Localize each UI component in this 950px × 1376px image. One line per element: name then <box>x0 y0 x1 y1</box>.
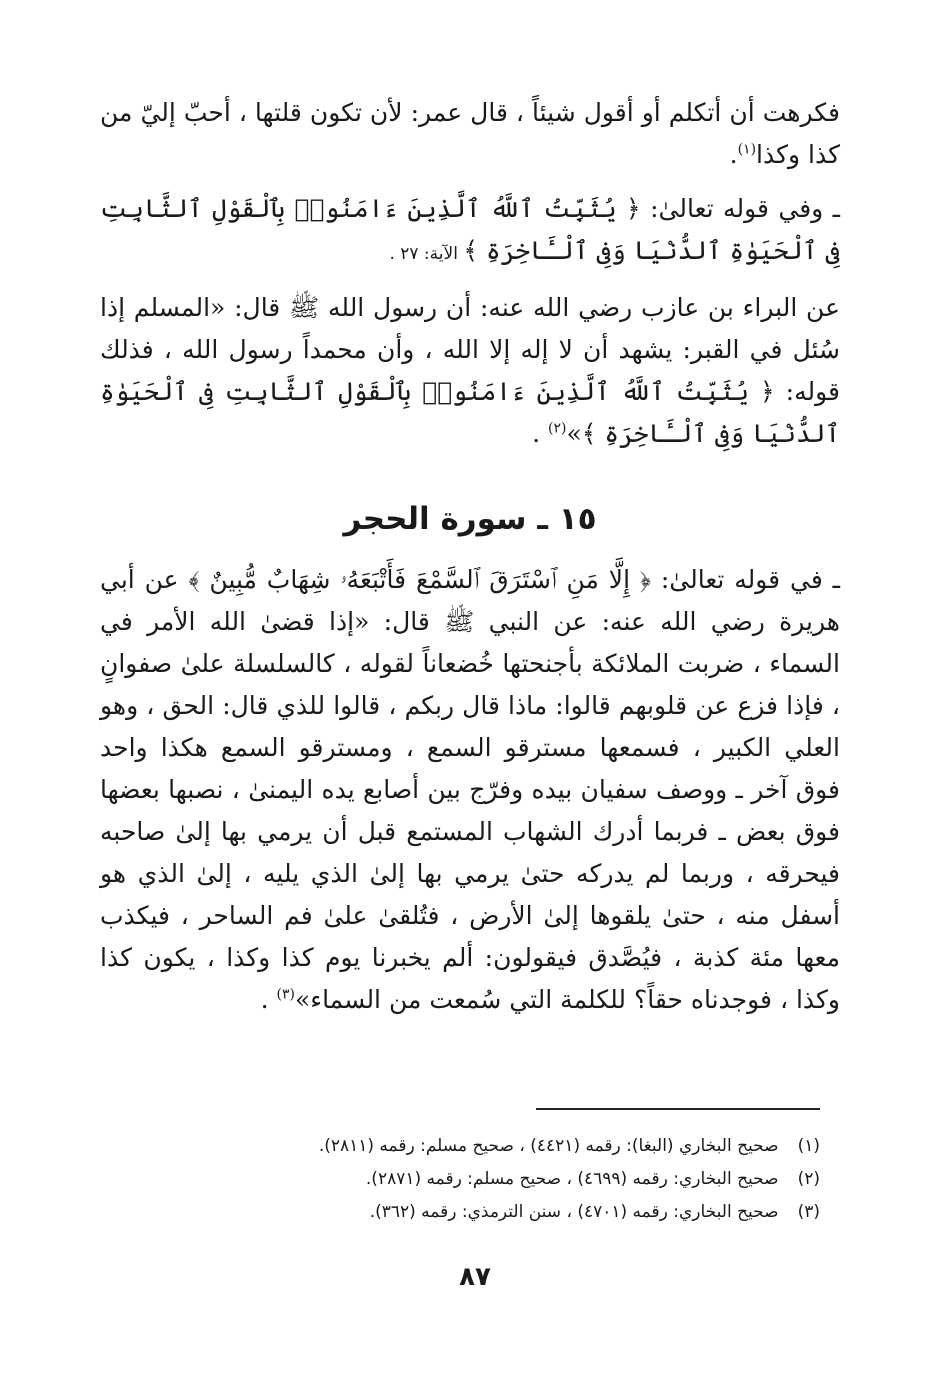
footnote-text: صحيح البخاري: رقمه (٤٧٠١) ، سنن الترمذي: رقمه (٣٦٢). <box>369 1202 779 1222</box>
paragraph-end: . <box>729 140 738 169</box>
footnote-marker-3: (٣) <box>276 986 296 1003</box>
quran-verse: ﴿ يُثَبِّتُ ٱللَّهُ ٱلَّذِينَ ءَامَنُوا۟ بِٱلْقَوْلِ ٱلثَّابِتِ فِى ٱلْحَيَوٰةِ ٱلدُّنْيَا وَفِى ٱلْـَٔاخِرَةِ ﴾ <box>100 377 840 448</box>
footnote-marker-1: (١) <box>737 141 757 158</box>
quran-verse: ﴿ يُثَبِّتُ ٱللَّهُ ٱلَّذِينَ ءَامَنُوا۟ بِٱلْقَوْلِ ٱلثَّابِتِ فِى ٱلْحَيَوٰةِ ٱلدُّنْيَا وَفِى ٱلْـَٔاخِرَةِ ﴾ <box>100 194 840 265</box>
quote-close: » <box>566 419 582 448</box>
footnote-item <box>160 1130 820 1163</box>
paragraph-abu-hurayra-hadith <box>100 559 840 1021</box>
page-number: ٨٧ <box>459 1262 491 1292</box>
footnote-marker-2: (٢) <box>548 420 567 437</box>
footnote-item <box>160 1163 820 1196</box>
page-body <box>100 92 840 1021</box>
paragraph-umar <box>100 92 840 176</box>
quran-verse: ﴿ إِلَّا مَنِ ٱسْتَرَقَ ٱلسَّمْعَ فَأَتْبَعَهُۥ شِهَابٌ مُّبِينٌ ﴾ <box>188 565 651 594</box>
paragraph-end: . <box>260 985 277 1014</box>
hadith-text: عن أبي هريرة رضي الله عنه: عن النبي ﷺ قال: «إذا قضىٰ الله الأمر في السماء ، ضربت الملائكة بأجنحتها خُضعاناً لقوله ، كالسلسلة علىٰ صفوانٍ ، فإذا فزع عن قلوبهم قالوا: ماذا قال ربكم ، قالوا للذي قال: الحق ، وهو العلي الكبير ، فسمعها مسترقو السمع ، ومسترقو السمع هكذا واحد فوق آخر ـ ووصف سفيان بيده وفرّج بين أصابع يده اليمنىٰ ، نصبها بعضها فوق بعض ـ فربما أدرك الشهاب المستمع قبل أن يرمي بها إلىٰ صاحبه فيحرقه ، وربما لم يدركه حتىٰ يرمي بها إلىٰ الذي يليه ، إلىٰ الذي هو أسفل منه ، حتىٰ يلقوها إلىٰ الأرض ، فتُلقىٰ علىٰ فم الساحر ، فيكذب معها مئة كذبة ، فيُصَّدق فيقولون: ألم يخبرنا يوم كذا وكذا ، يكون كذا وكذا ، فوجدناه حقاً؟ للكلمة التي سُمعت من السماء» <box>100 565 840 1014</box>
footnote-divider <box>536 1108 820 1110</box>
hadith-text: عن البراء بن عازب رضي الله عنه: أن رسول الله ﷺ قال: «المسلم إذا سُئل في القبر: يشهد أن لا إله إلا الله ، وأن محمداً رسول الله ، فذلك قوله: <box>100 293 840 406</box>
footnote-number: (١) <box>797 1136 820 1156</box>
verse-intro: ـ في قوله تعالىٰ: <box>650 565 840 594</box>
verse-intro: ـ وفي قوله تعالىٰ: <box>640 194 840 223</box>
paragraph-verse-ibrahim <box>100 188 840 275</box>
footnote-number: (٣) <box>797 1202 820 1222</box>
footnote-item <box>160 1196 820 1229</box>
section-heading: ١٥ ـ سورة الحجر <box>343 501 597 537</box>
footnote-text: صحيح البخاري: رقمه (٤٦٩٩) ، صحيح مسلم: رقمه (٢٨٧١). <box>365 1169 779 1189</box>
verse-reference: الآية: ٢٧ . <box>389 244 464 264</box>
paragraph-bara-hadith <box>100 287 840 455</box>
footnote-number: (٢) <box>797 1169 820 1189</box>
paragraph-end: . <box>532 419 549 448</box>
footnotes <box>160 1130 820 1229</box>
footnote-text: صحيح البخاري (البغا): رقمه (٤٤٢١) ، صحيح مسلم: رقمه (٢٨١١). <box>318 1136 779 1156</box>
paragraph-text: فكرهت أن أتكلم أو أقول شيئاً ، قال عمر: لأن تكون قلتها ، أحبّ إليّ من كذا وكذا <box>100 98 840 169</box>
